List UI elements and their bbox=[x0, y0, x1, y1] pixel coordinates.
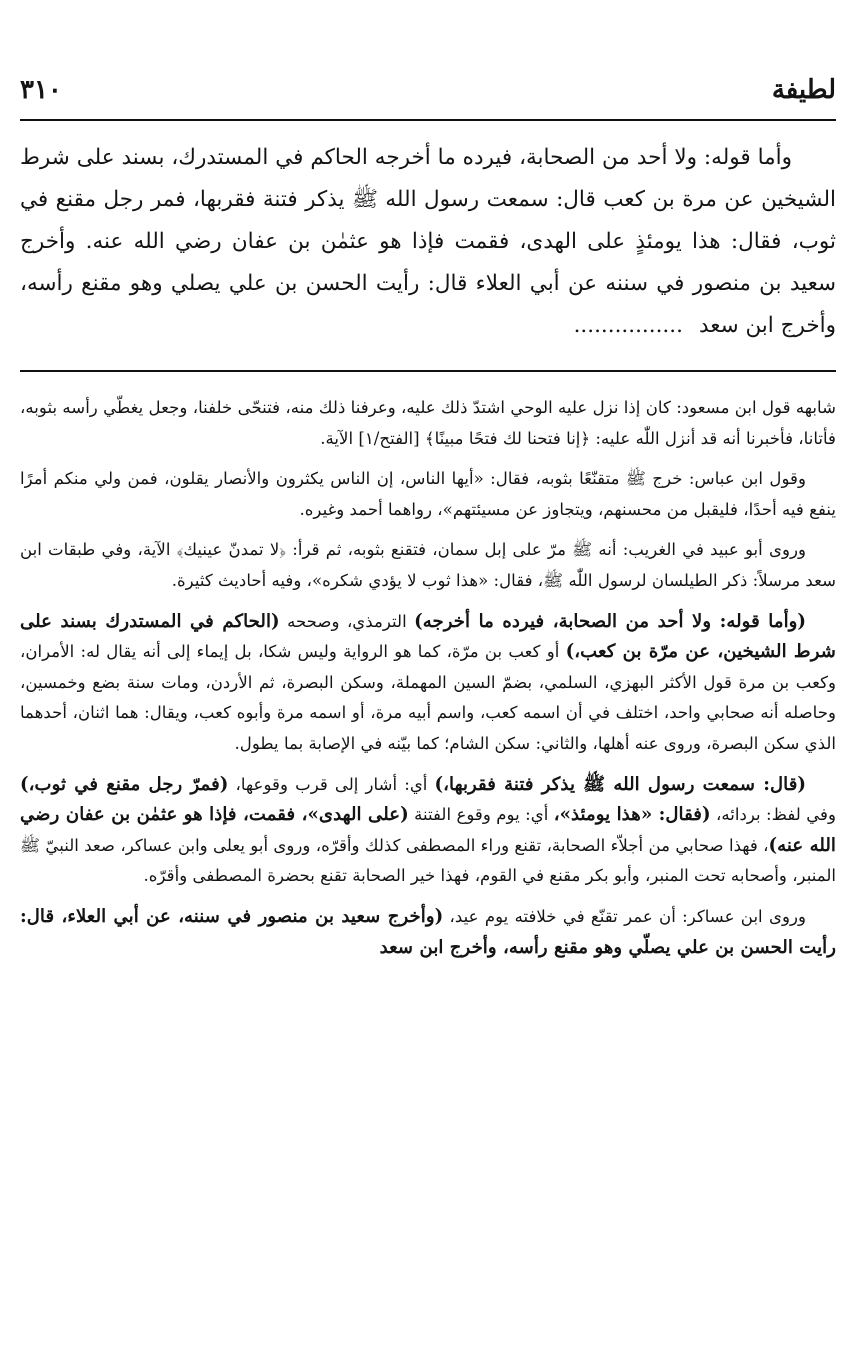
commentary-text-block bbox=[20, 393, 836, 973]
quoted-matn: (وأخرج سعيد بن منصور في سننه، عن أبي العلاء، قال: رأيت الحسن بن علي يصلّي وهو مقنع رأسه، وأخرج ابن سعد bbox=[20, 905, 836, 958]
header-rule bbox=[20, 119, 836, 121]
matn-continuation-dots: ................ bbox=[573, 313, 683, 338]
commentary-paragraph bbox=[20, 535, 836, 596]
commentary-text: وروى ابن عساكر: أن عمر تقنّع في خلافته يوم عيد، bbox=[443, 906, 806, 926]
matn-paragraph bbox=[20, 137, 836, 347]
commentary-text: شابهه قول ابن مسعود: كان إذا نزل عليه الوحي اشتدّ ذلك عليه، وعرفنا ذلك منه، فتنحّى خلفنا، وجعل يغطّي رأسه بثوبه، فأتانا، فأخبرنا أنه قد أنزل اللّٰه عليه: ﴿إنا فتحنا لك فتحًا مبينًا﴾ [الفتح/١] الآية. bbox=[20, 398, 836, 448]
quoted-matn: (فمرّ رجل مقنع في ثوب،) bbox=[20, 773, 229, 795]
running-header bbox=[20, 68, 836, 112]
commentary-text: أي: يوم وقوع الفتنة bbox=[408, 805, 554, 825]
quoted-matn: (فقال: «هذا يومئذ»، bbox=[553, 804, 711, 826]
commentary-text: أو كعب بن مرّة، كما هو الرواية وليس شكا، بل إيماء إلى أنه يقال له: الأمران، وكعب بن مرة قول الأكثر البهزي، السلمي، بضمّ السين المهملة، وسكن البصرة، ثم الأردن، ومات سنة بضع وخمسين، وحاصله أنه صحابي واحد، اختلف في أن اسمه كعب، واسم أبيه مرة، أو اسمه مرة وأبوه كعب، ويقال: هما اثنان، أحدهما الذي سكن البصرة، وروى عنه أهلها، والثاني: سكن الشام؛ كما بيّنه في الإصابة بما يطول. bbox=[20, 642, 836, 753]
commentary-paragraph bbox=[20, 607, 836, 760]
running-title: لطيفة bbox=[771, 75, 836, 105]
commentary-text: الترمذي، وصححه bbox=[279, 611, 415, 631]
quoted-matn: (الحاكم في المستدرك بسند على شرط الشيخين، عن مرّة بن كعب،) bbox=[20, 610, 837, 663]
quoted-matn: (قال: سمعت رسول الله ﷺ يذكر فتنة فقربها،) bbox=[434, 773, 807, 795]
matn-text-block bbox=[20, 137, 836, 347]
matn-text: وأما قوله: ولا أحد من الصحابة، فيرده ما أخرجه الحاكم في المستدرك، بسند على شرط الشيخين عن مرة بن كعب قال: سمعت رسول الله ﷺ يذكر فتنة فقربها، فمر رجل مقنع في ثوب، فقال: هذا يومئذٍ على الهدى، فقمت فإذا هو عثمٰن بن عفان رضي الله عنه. وأخرج سعيد بن منصور في سننه عن أبي العلاء قال: رأيت الحسن بن علي يصلي وهو مقنع رأسه، وأخرج ابن سعد bbox=[20, 145, 836, 338]
commentary-text: وروى أبو عبيد في الغريب: أنه ﷺ مرّ على إبل سمان، فتقنع بثوبه، ثم قرأ: ﴿لا تمدنّ عينيك﴾ الآية، وفي طبقات ابن سعد مرسلاً: ذكر الطيلسان لرسول اللّٰه ﷺ، فقال: «هذا ثوب لا يؤدي شكره»، وفيه أحاديث كثيرة. bbox=[20, 540, 836, 590]
commentary-paragraph bbox=[20, 393, 836, 454]
commentary-paragraph bbox=[20, 770, 836, 892]
commentary-text: وقول ابن عباس: خرج ﷺ متقنّعًا بثوبه، فقال: «أيها الناس، إن الناس يكثرون والأنصار يقلون، فمن ولي منكم أمرًا ينفع فيه أحدًا، فليقبل من محسنهم، ويتجاوز عن مسيئتهم»، رواهما أحمد وغيره. bbox=[20, 469, 836, 519]
commentary-text: أي: أشار إلى قرب وقوعها، bbox=[228, 774, 435, 794]
quoted-matn: (وأما قوله: ولا أحد من الصحابة، فيرده ما أخرجه) bbox=[414, 610, 807, 632]
page-number: ٣١٠ bbox=[20, 75, 62, 105]
quoted-matn: (على الهدى»، فقمت، فإذا هو عثمٰن بن عفان رضي الله عنه) bbox=[20, 804, 836, 856]
commentary-text: ، فهذا صحابي من أجلاّء الصحابة، تقنع وراء المصطفى كذلك وأقرّه، وروى أبو يعلى وابن عساكر، صعد النبيّ ﷺ المنبر، وأصحابه تحت المنبر، وأبو بكر مقنع في القوم، فهذا خير الصحابة تقنع بحضرة المصطفى وأقرّه. bbox=[20, 835, 836, 886]
matn-separator-rule bbox=[20, 370, 836, 372]
commentary-paragraph bbox=[20, 902, 836, 963]
commentary-text: وفي لفظ: بردائه، bbox=[710, 805, 836, 825]
commentary-paragraph bbox=[20, 464, 836, 525]
